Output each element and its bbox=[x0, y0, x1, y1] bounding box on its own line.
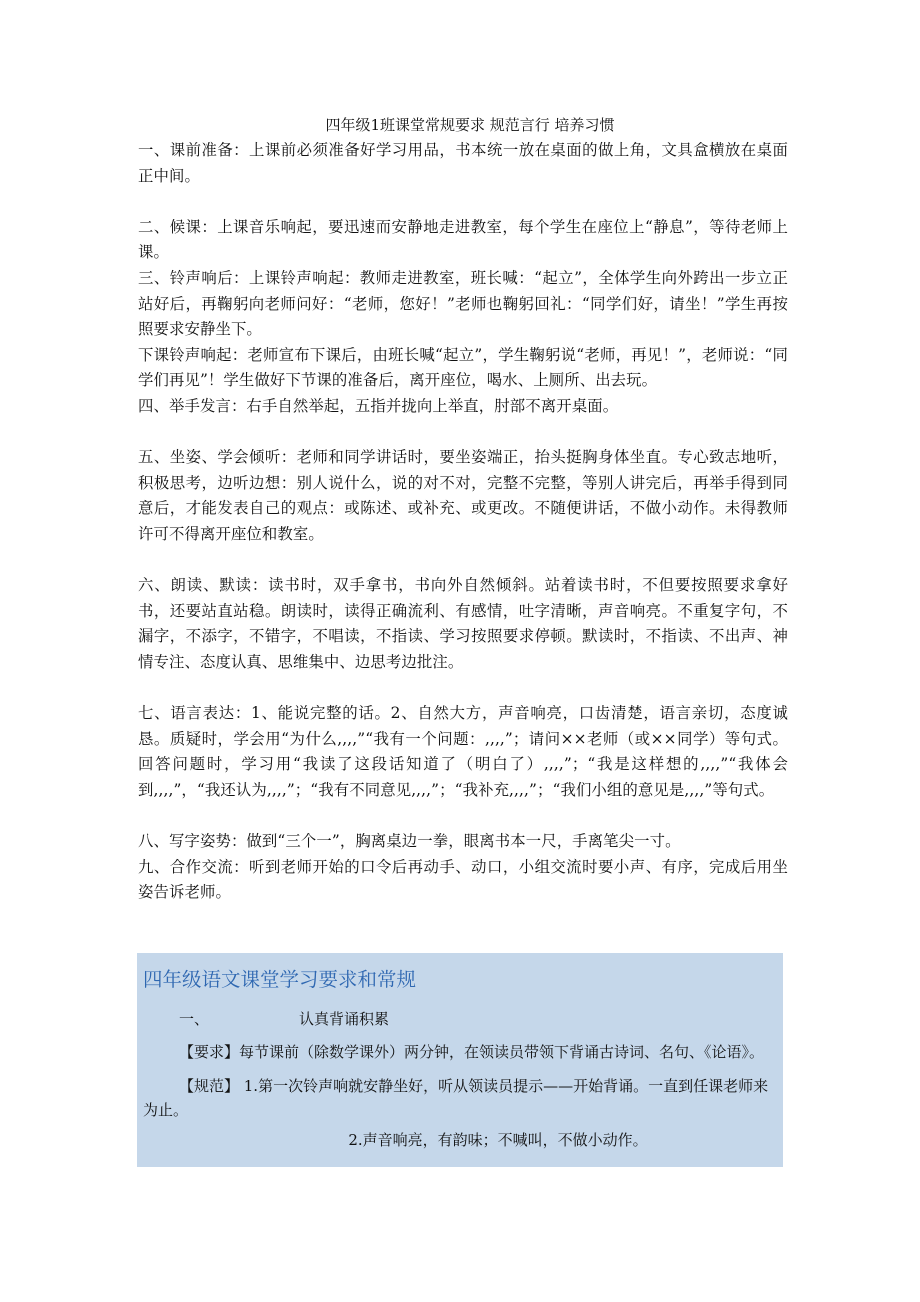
document-title: 四年级1班课堂常规要求 规范言行 培养习惯 bbox=[325, 116, 615, 134]
paragraph-expression: 七、语言表达：1、能说完整的话。2、自然大方，声音响亮，口齿清楚，语言亲切，态度诚恳。质疑时，学会用“为什么,,,,”“我有一个问题：,,,,”；请问××老师（或××同学）等句式。回答问题时，学习用“我读了这段话知道了（明白了）,,,,”；“我是这样想的,,,,”“我体会到,,,,”，“我还认为,,,,”；“我有不同意见,,,,”；“我补充,,,,”；“我们小组的意见是,,,,”等句式。 bbox=[138, 704, 788, 799]
paragraph-dismissal: 下课铃声响起：老师宣布下课后，由班长喊“起立”，学生鞠躬说“老师，再见！”，老师说：“同学们再见”！学生做好下节课的准备后，离开座位，喝水、上厕所、出去玩。 bbox=[138, 345, 788, 390]
requirement-paragraph: 【要求】每节课前（除数学课外）两分钟，在领读员带领下背诵古诗词、名句、《论语》。 bbox=[179, 1043, 765, 1061]
spacer bbox=[138, 548, 788, 574]
paragraph-cooperation: 九、合作交流：听到老师开始的口令后再动手、动口，小组交流时要小声、有序，完成后用坐姿告诉老师。 bbox=[138, 857, 788, 902]
chinese-class-rules-box bbox=[137, 953, 783, 1167]
section-heading bbox=[143, 1008, 777, 1030]
section-title: 认真背诵积累 bbox=[299, 1010, 390, 1028]
spacer bbox=[138, 803, 788, 829]
paragraph-bell: 三、铃声响后：上课铃声响起：教师走进教室，班长喊：“起立”，全体学生向外跨出一步立正站好后，再鞠躬向老师问好：“老师，您好！”老师也鞠躬回礼：“同学们好，请坐！”学生再按照要求安静坐下。 bbox=[138, 268, 788, 339]
norm-paragraph-1: 【规范】 1.第一次铃声响就安静坐好，听从领读员提示——开始背诵。一直到任课老师来为止。 bbox=[143, 1077, 769, 1119]
paragraph-writing-posture: 八、写字姿势：做到“三个一”，胸离桌边一拳，眼离书本一尺，手离笔尖一寸。 bbox=[138, 832, 681, 851]
spacer bbox=[138, 189, 788, 215]
paragraph-reading: 六、朗读、默读：读书时，双手拿书，书向外自然倾斜。站着读书时，不但要按照要求拿好书，还要站直站稳。朗读时，读得正确流利、有感情，吐字清晰，声音响亮。不重复字句，不漏字，不添字，不错字，不唱读，不指读、学习按照要求停顿。默读时，不指读、不出声、神情专注、态度认真、思维集中、边思考边批注。 bbox=[138, 576, 788, 671]
paragraph-raise-hand: 四、举手发言：右手自然举起，五指并拢向上举直，肘部不离开桌面。 bbox=[138, 396, 619, 415]
paragraph-waiting: 二、候课：上课音乐响起，要迅速而安静地走进教室，每个学生在座位上“静息”，等待老师上课。 bbox=[138, 217, 788, 262]
box-title: 四年级语文课堂学习要求和常规 bbox=[143, 968, 417, 991]
spacer bbox=[138, 420, 788, 446]
paragraph-posture-listening: 五、坐姿、学会倾听：老师和同学讲话时，要坐姿端正，抬头挺胸身体坐直。专心致志地听，积极思考，边听边想：别人说什么，说的对不对，完整不完整，等别人讲完后，再举手得到同意后，才能发表自己的观点：或陈述、或补充、或更改。不随便讲话，不做小动作。未得教师许可不得离开座位和教室。 bbox=[138, 448, 788, 543]
document-body bbox=[138, 114, 788, 906]
norm-paragraph-2: 2.声音响亮，有韵味；不喊叫，不做小动作。 bbox=[348, 1131, 648, 1149]
paragraph-preparation: 一、课前准备：上课前必须准备好学习用品，书本统一放在桌面的做上角，文具盒横放在桌面正中间。 bbox=[138, 141, 788, 185]
spacer bbox=[138, 675, 788, 701]
section-number: 一、 bbox=[179, 1010, 210, 1028]
